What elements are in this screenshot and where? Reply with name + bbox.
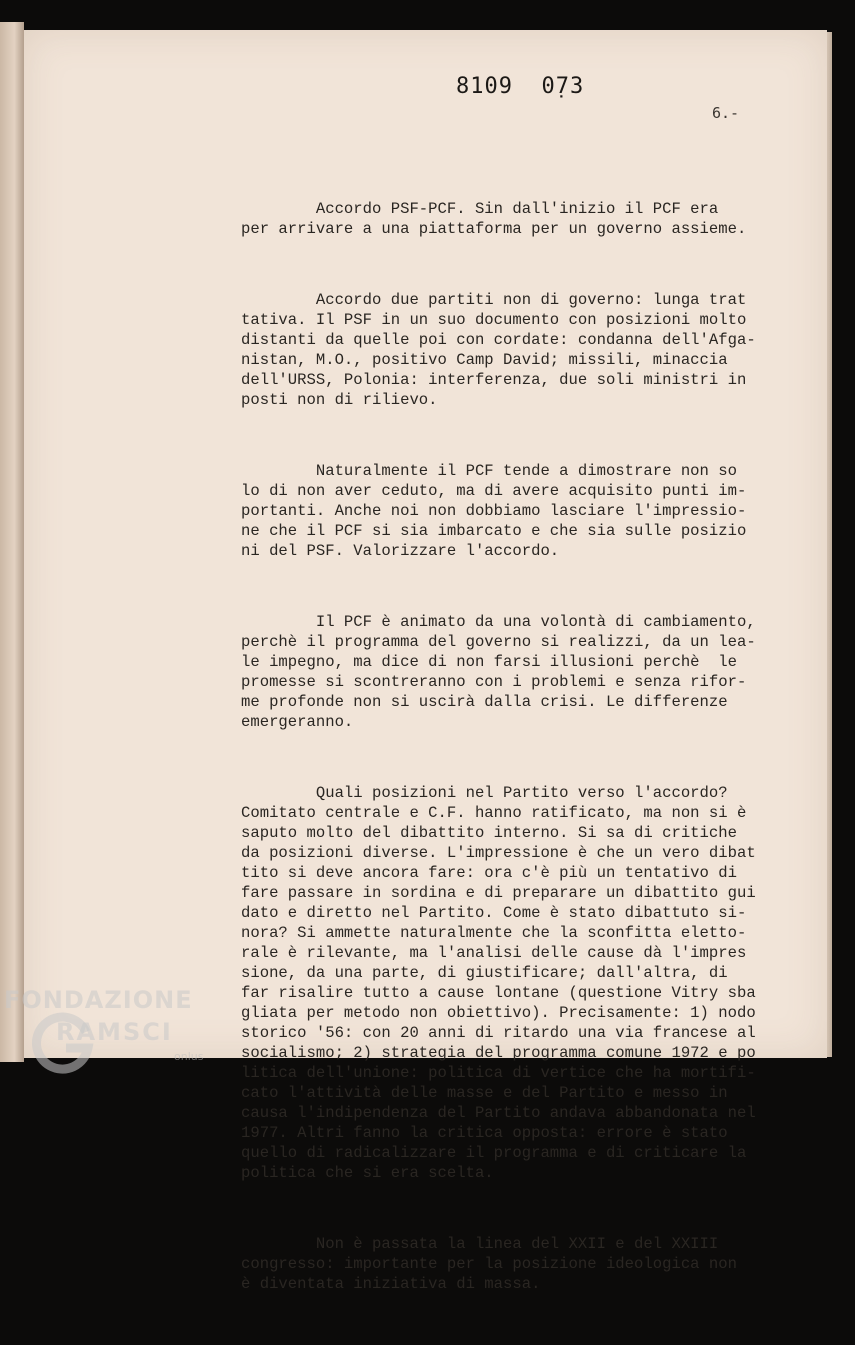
paragraph-accordo-psf-pcf: Accordo PSF-PCF. Sin dall'inizio il PCF era per arrivare a una piattaforma per un governo assieme.: [241, 200, 747, 238]
page-number: 6.-: [712, 104, 740, 122]
typed-body: [241, 159, 821, 1345]
paragraph-due-partiti: Accordo due partiti non di governo: lunga trat tativa. Il PSF in un suo documento con posizioni molto distanti da quelle poi con cordate: condanna dell'Afga- nistan, M.O., positivo Camp David; missili, minaccia dell'URSS, Polonia: interferenza, due soli ministri in posti non di rilievo.: [241, 291, 756, 409]
document-reference-number: 8109 0̣73: [456, 74, 585, 99]
watermark-line1: FONDAZIONE: [4, 986, 193, 1014]
watermark-line2: RAMSCI: [56, 1018, 173, 1046]
paragraph-naturalmente: Naturalmente il PCF tende a dimostrare non so lo di non aver ceduto, ma di avere acquisito punti im- portanti. Anche noi non dobbiamo lasciare l'impressio- ne che il PCF si sia imbarcato e che sia sulle posizio ni del PSF. Valorizzare l'accordo.: [241, 462, 747, 560]
fondazione-gramsci-watermark: [4, 986, 214, 1076]
paragraph-posizioni-partito: Quali posizioni nel Partito verso l'accordo? Comitato centrale e C.F. hanno ratificato, ma non si è saputo molto del dibattito interno. Si sa di critiche da posizioni diverse. L'impressione è che un vero dibat tito si deve ancora fare: ora c'è più un tentativo di fare passare in sordina e di preparare un dibattito gui dato e diretto nel Partito. Come è stato dibattuto si- nora? Si ammette naturalmente che la sconfitta eletto- rale è rilevante, ma l'analisi delle cause dà l'impres sione, da una parte, di giustificare; dall'altra, di far risalire tutto a cause lontane (questione Vitry sba gliata per metodo non obiettivo). Precisamente: 1) nodo storico '56: con 20 anni di ritardo una via francese al socialismo; 2) strategia del programma comune 1972 e po litica dell'unione: politica di vertice che ha mortifi- cato l'attività delle masse e del Partito e messo in causa l'indipendenza del Partito andava abbandonata nel 1977. Altri fanno la critica opposta: errore è stato quello di radicalizzare il programma e di criticare la politica che si era scelta.: [241, 784, 756, 1182]
left-page-edge: [0, 22, 24, 1062]
paragraph-linea-congresso: Non è passata la linea del XXII e del XXIII congresso: importante per la posizione ideologica non è diventata iniziativa di massa.: [241, 1235, 737, 1293]
watermark-line3: onlus: [174, 1050, 204, 1063]
paragraph-volonta-cambiamento: Il PCF è animato da una volontà di cambiamento, perchè il programma del governo si realizzi, da un lea- le impegno, ma dice di non farsi illusioni perchè le promesse si scontreranno con i problemi e senza rifor- me profonde non si uscirà dalla crisi. Le differenze emergeranno.: [241, 613, 756, 731]
typed-sheet: [24, 30, 827, 1293]
